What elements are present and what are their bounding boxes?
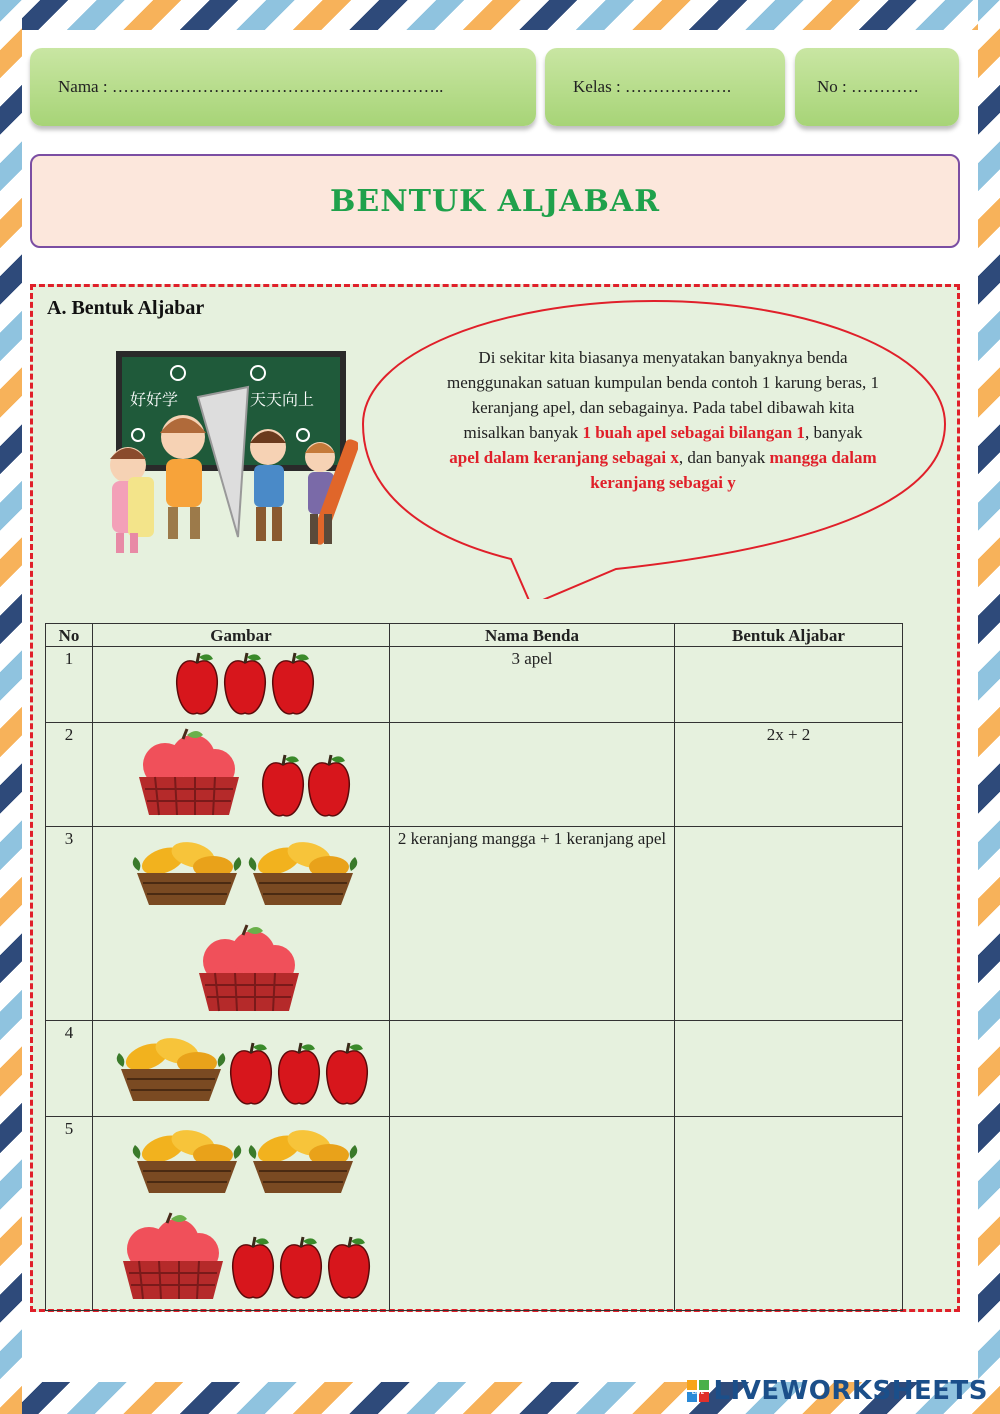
mango-baskets-and-apple-basket-picture (97, 827, 385, 1015)
bubble-highlight-1: 1 buah apel sebagai bilangan 1 (582, 423, 805, 442)
row-nama-benda[interactable] (390, 1021, 675, 1117)
table-row (46, 1117, 903, 1311)
header-nama-benda: Nama Benda (390, 624, 675, 647)
row-bentuk-aljabar[interactable] (675, 1117, 903, 1311)
apple-basket-icon (139, 729, 239, 815)
row-number: 2 (46, 723, 93, 827)
row-nama-benda[interactable]: 3 apel (390, 647, 675, 723)
row-nama-benda[interactable] (390, 723, 675, 827)
header-no: No (46, 624, 93, 647)
section-heading: A. Bentuk Aljabar (47, 297, 205, 319)
algebra-table (45, 623, 903, 1311)
kids-chalkboard-illustration (98, 347, 358, 562)
chalkboard-text-right: 天天向上 (250, 390, 315, 409)
section-bentuk-aljabar (30, 284, 960, 1312)
bubble-text (447, 345, 879, 495)
bubble-intro: Di sekitar kita biasanya menyatakan banyaknya benda menggunakan satuan kumpulan benda contoh 1 karung beras, 1 keranjang apel, dan sebagainya. Pada tabel dibawah kita misalkan banyak (447, 348, 879, 442)
table-row (46, 827, 903, 1021)
mango-basket-icon (249, 838, 358, 905)
mango-basket-and-apples-picture (97, 1021, 385, 1111)
mango-basket-icon (117, 1034, 226, 1101)
border-stripes-left (0, 0, 22, 1414)
apple-icon (273, 653, 314, 714)
table-row (46, 1021, 903, 1117)
row-bentuk-aljabar[interactable] (675, 1021, 903, 1117)
mango-baskets-apple-basket-and-apples-picture (97, 1117, 385, 1305)
table-header-row (46, 624, 903, 647)
apples-picture (97, 647, 385, 717)
apple-icon (329, 1237, 370, 1298)
name-box[interactable] (30, 48, 536, 126)
brand-name: LIVEWORKSHEETS (713, 1376, 988, 1406)
mango-basket-icon (133, 1126, 242, 1193)
apple-icon (231, 1043, 272, 1104)
row-bentuk-aljabar[interactable] (675, 647, 903, 723)
title-box (30, 154, 960, 248)
row-picture (93, 723, 390, 827)
row-number: 3 (46, 827, 93, 1021)
table-row (46, 647, 903, 723)
apple-icon (309, 755, 350, 816)
apple-icon (281, 1237, 322, 1298)
liveworksheets-badge-icon (687, 1380, 709, 1402)
header-bentuk-aljabar: Bentuk Aljabar (675, 624, 903, 647)
badge-label: LIVE (692, 1390, 705, 1396)
row-picture (93, 1117, 390, 1311)
class-label: Kelas : ………………. (573, 77, 732, 96)
border-stripes-right (978, 0, 1000, 1414)
number-box[interactable] (795, 48, 959, 126)
bubble-highlight-2: apel dalam keranjang sebagai x (449, 448, 679, 467)
row-picture (93, 647, 390, 723)
row-picture (93, 827, 390, 1021)
apple-basket-icon (123, 1213, 223, 1299)
row-nama-benda[interactable] (390, 1117, 675, 1311)
mango-basket-icon (133, 838, 242, 905)
apple-icon (233, 1237, 274, 1298)
row-number: 5 (46, 1117, 93, 1311)
row-number: 4 (46, 1021, 93, 1117)
class-box[interactable] (545, 48, 785, 126)
row-bentuk-aljabar[interactable]: 2x + 2 (675, 723, 903, 827)
liveworksheets-logo (687, 1376, 988, 1406)
bubble-highlight-3: mangga dalam keranjang sebagai y (590, 448, 877, 492)
name-label: Nama : ………………………………………………….. (58, 77, 444, 96)
row-bentuk-aljabar[interactable] (675, 827, 903, 1021)
row-nama-benda[interactable]: 2 keranjang mangga + 1 keranjang apel (390, 827, 675, 1021)
apple-icon (279, 1043, 320, 1104)
row-picture (93, 1021, 390, 1117)
apple-basket-and-apples-picture (97, 723, 385, 821)
bubble-mid-2: , dan banyak (678, 448, 770, 467)
table-row (46, 723, 903, 827)
apple-icon (263, 755, 304, 816)
chalkboard-text-left: 好好学 (130, 390, 179, 409)
apple-icon (327, 1043, 368, 1104)
page-title: BENTUK ALJABAR (329, 183, 661, 219)
number-label: No : ………… (817, 77, 919, 96)
mango-basket-icon (249, 1126, 358, 1193)
row-number: 1 (46, 647, 93, 723)
apple-basket-icon (199, 925, 299, 1011)
apple-icon (225, 653, 266, 714)
bubble-mid-1: , banyak (804, 423, 863, 442)
header-gambar: Gambar (93, 624, 390, 647)
border-stripes-top (0, 0, 1000, 30)
apple-icon (177, 653, 218, 714)
